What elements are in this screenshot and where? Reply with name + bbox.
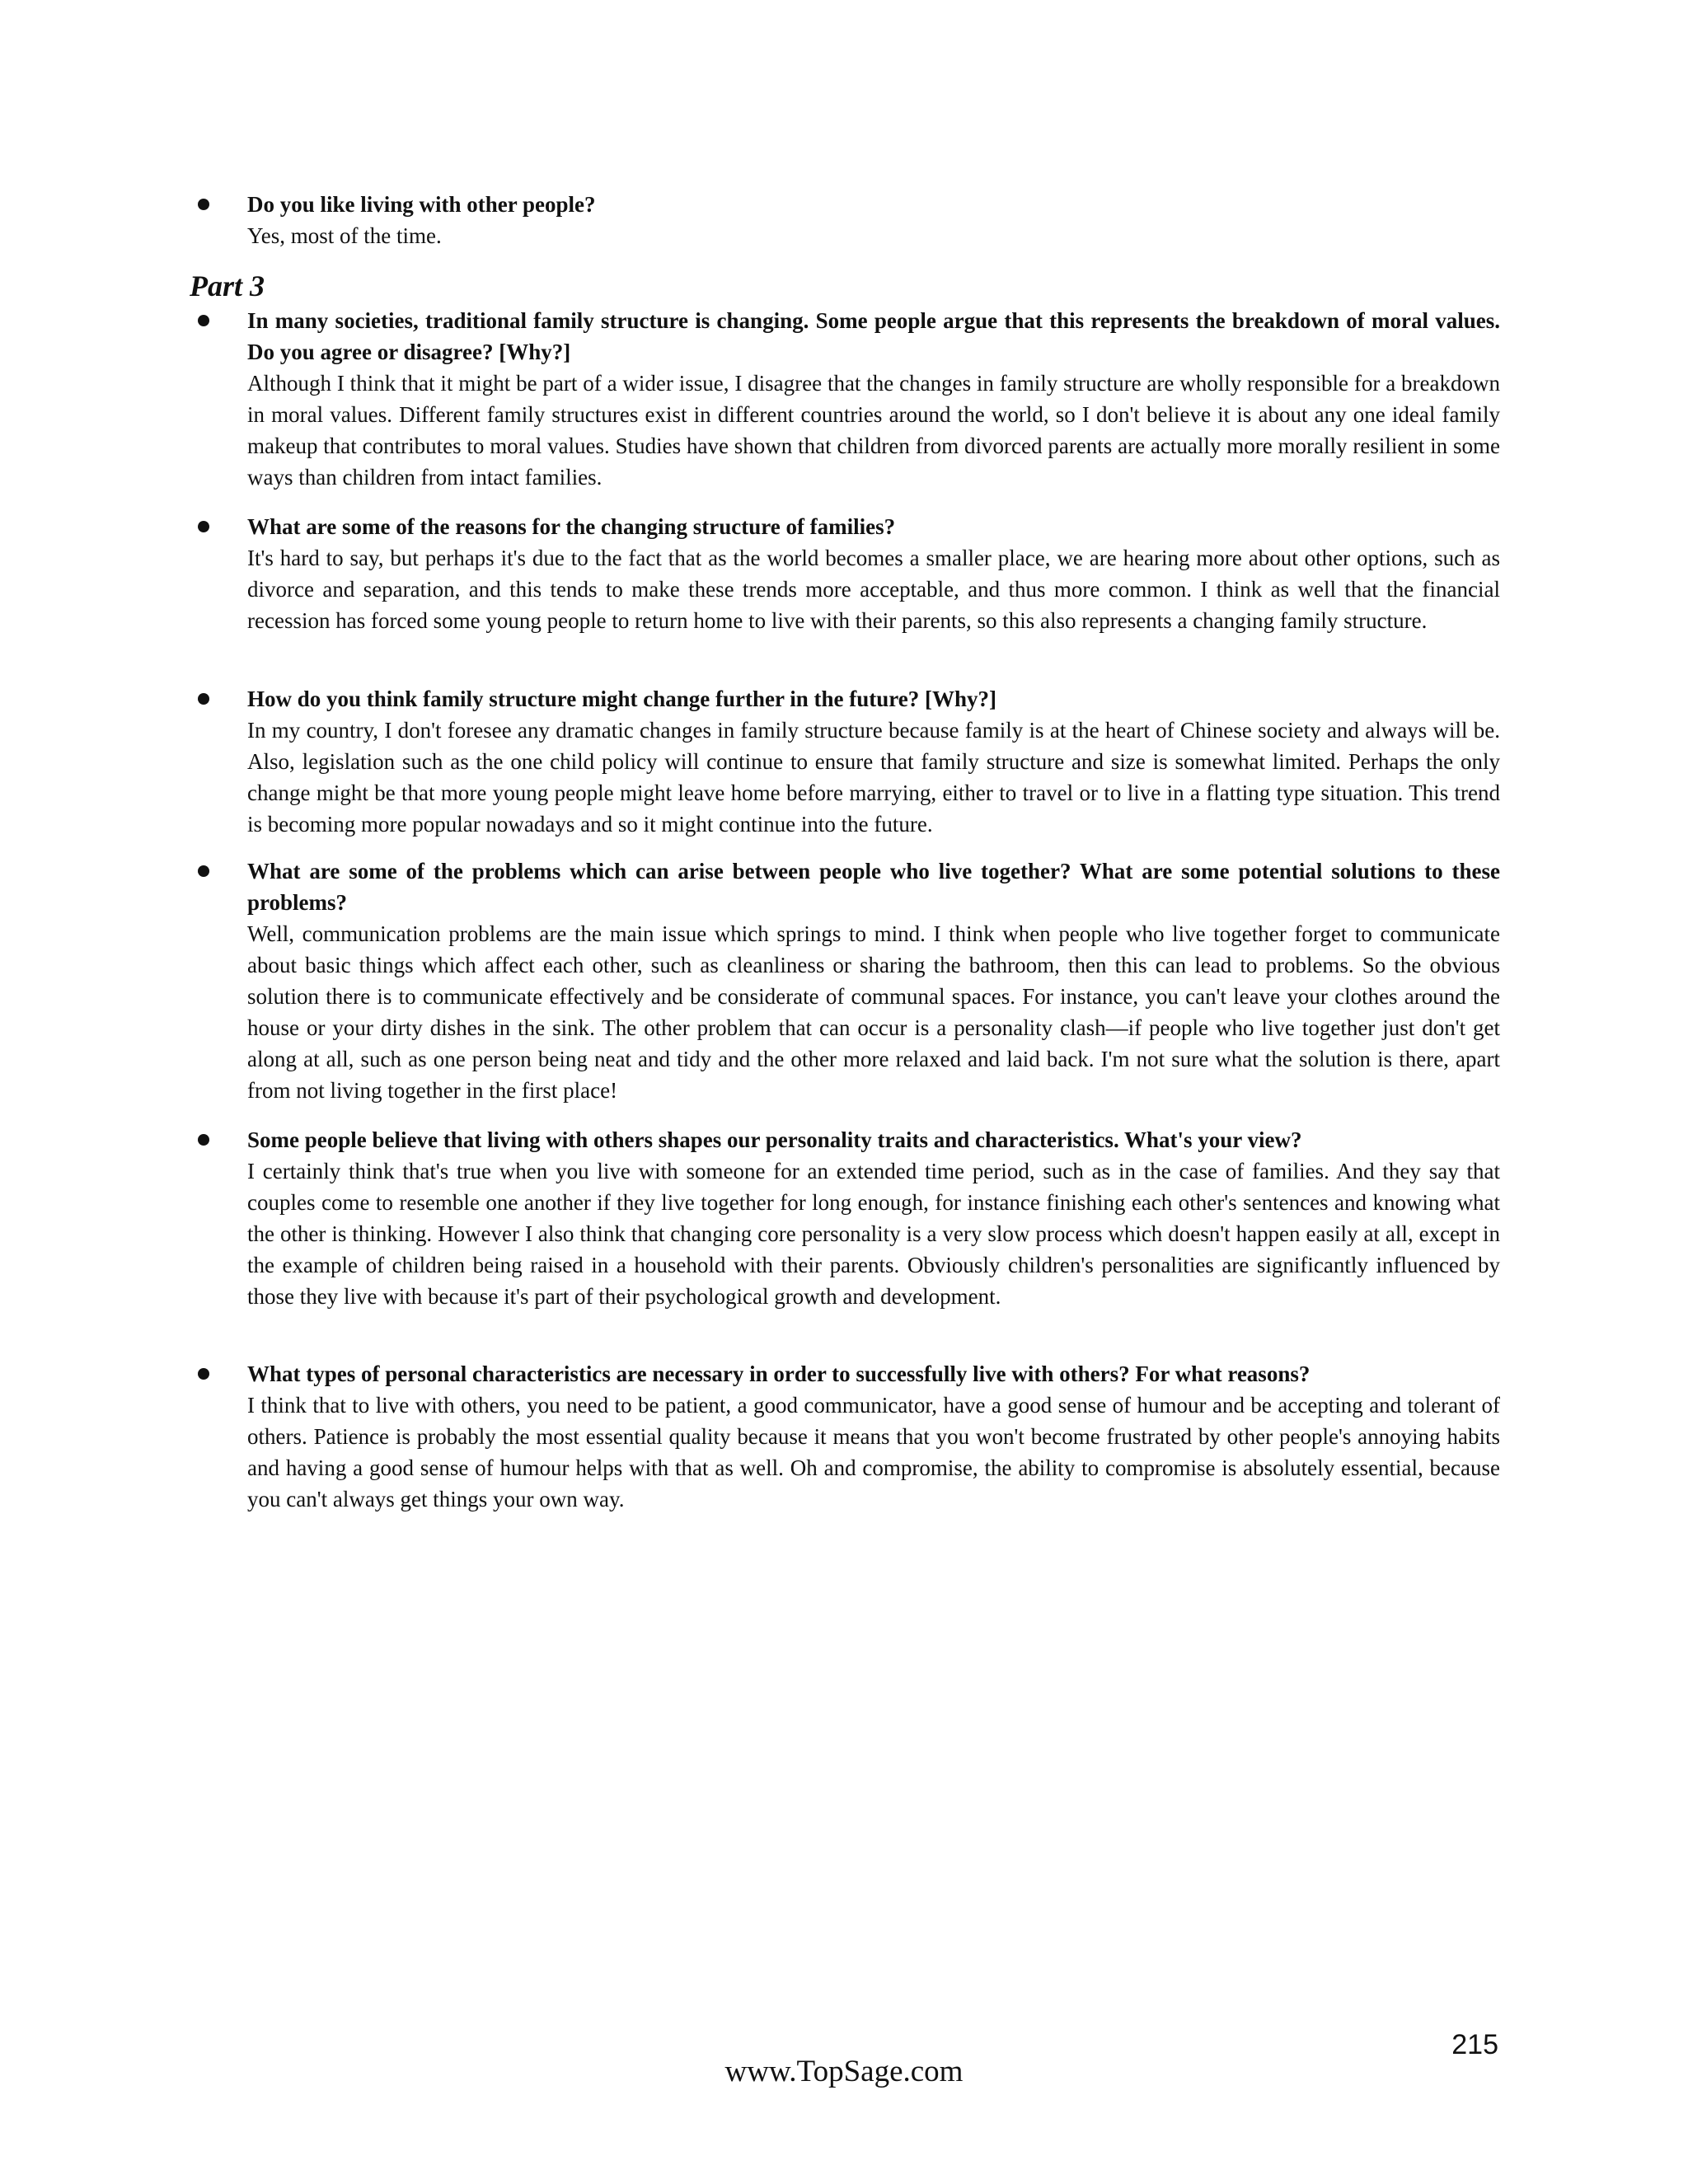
footer-url: www.TopSage.com	[724, 2055, 964, 2088]
question-text: Some people believe that living with others shapes our personality traits and characteristics. What's your view?	[247, 1127, 1302, 1152]
bullet-icon	[198, 199, 209, 210]
question-text: Do you like living with other people?	[247, 192, 596, 217]
qa-item	[247, 855, 1500, 1106]
answer-text: I think that to live with others, you need to be patient, a good communicator, have a good sense of humour and be accepting and tolerant of others. Patience is probably the most essential quality because it means that you won't become frustrated by other people's annoying habits and having a good sense of humour helps with that as well. Oh and compromise, the ability to compromise is absolutely essential, because you can't always get things your own way.	[247, 1393, 1500, 1511]
qa-item	[247, 1124, 1500, 1312]
answer-text: I certainly think that's true when you live with someone for an extended time period, such as in the case of families. And they say that couples come to resemble one another if they live together for long enough, for instance finishing each other's sentences and knowing what the other is thinking. However I also think that changing core personality is a very slow process which doesn't happen easily at all, except in the example of children being raised in a household with their parents. Obviously children's personalities are significantly influenced by those they live with because it's part of their psychological growth and development.	[247, 1159, 1500, 1309]
question-text: In many societies, traditional family structure is changing. Some people argue that this represents the breakdown of moral values. Do you agree or disagree? [Why?]	[247, 308, 1500, 364]
qa-item	[247, 683, 1500, 840]
answer-text: Yes, most of the time.	[247, 223, 442, 248]
qa-item	[247, 511, 1500, 636]
bullet-icon	[198, 1134, 209, 1146]
bullet-icon	[198, 865, 209, 877]
bullet-icon	[198, 693, 209, 705]
answer-text: Well, communication problems are the main issue which springs to mind. I think when people who live together forget to communicate about basic things which affect each other, such as cleanliness or sharing the bathroom, then this can lead to problems. So the obvious solution there is to communicate effectively and be considerate of communal spaces. For instance, you can't leave your clothes around the house or your dirty dishes in the sink. The other problem that can occur is a personality clash—if people who live together just don't get along at all, such as one person being neat and tidy and the other more relaxed and laid back. I'm not sure what the solution is there, apart from not living together in the first place!	[247, 921, 1500, 1103]
question-text: What are some of the reasons for the changing structure of families?	[247, 514, 896, 539]
answer-text: It's hard to say, but perhaps it's due to the fact that as the world becomes a smaller place, we are hearing more about other options, such as divorce and separation, and this tends to make these trends more acceptable, and thus more common. I think as well that the financial recession has forced some young people to return home to live with their parents, so this also represents a changing family structure.	[247, 546, 1500, 633]
page-number: 215	[1451, 2029, 1498, 2060]
bullet-icon	[198, 1368, 209, 1380]
qa-item-living-with-others	[247, 189, 1500, 251]
answer-text: In my country, I don't foresee any dramatic changes in family structure because family is at the heart of Chinese society and always will be. Also, legislation such as the one child policy will continue to ensure that family structure and size is somewhat limited. Perhaps the only change might be that more young people might leave home before marrying, either to travel or to live in a flatting type situation. This trend is becoming more popular nowadays and so it might continue into the future.	[247, 718, 1500, 837]
qa-item	[247, 1358, 1500, 1515]
question-text: What types of personal characteristics are necessary in order to successfully live with others? For what reasons?	[247, 1361, 1311, 1386]
answer-text: Although I think that it might be part of a wider issue, I disagree that the changes in family structure are wholly responsible for a breakdown in moral values. Different family structures exist in different countries around the world, so I don't believe it is about any one ideal family makeup that contributes to moral values. Studies have shown that children from divorced parents are actually more morally resilient in some ways than children from intact families.	[247, 371, 1500, 490]
bullet-icon	[198, 315, 209, 326]
bullet-icon	[198, 521, 209, 532]
question-text: What are some of the problems which can arise between people who live together? What are some potential solutions to these problems?	[247, 859, 1500, 915]
qa-item	[247, 305, 1500, 493]
section-heading: Part 3	[190, 269, 265, 302]
question-text: How do you think family structure might change further in the future? [Why?]	[247, 687, 997, 711]
